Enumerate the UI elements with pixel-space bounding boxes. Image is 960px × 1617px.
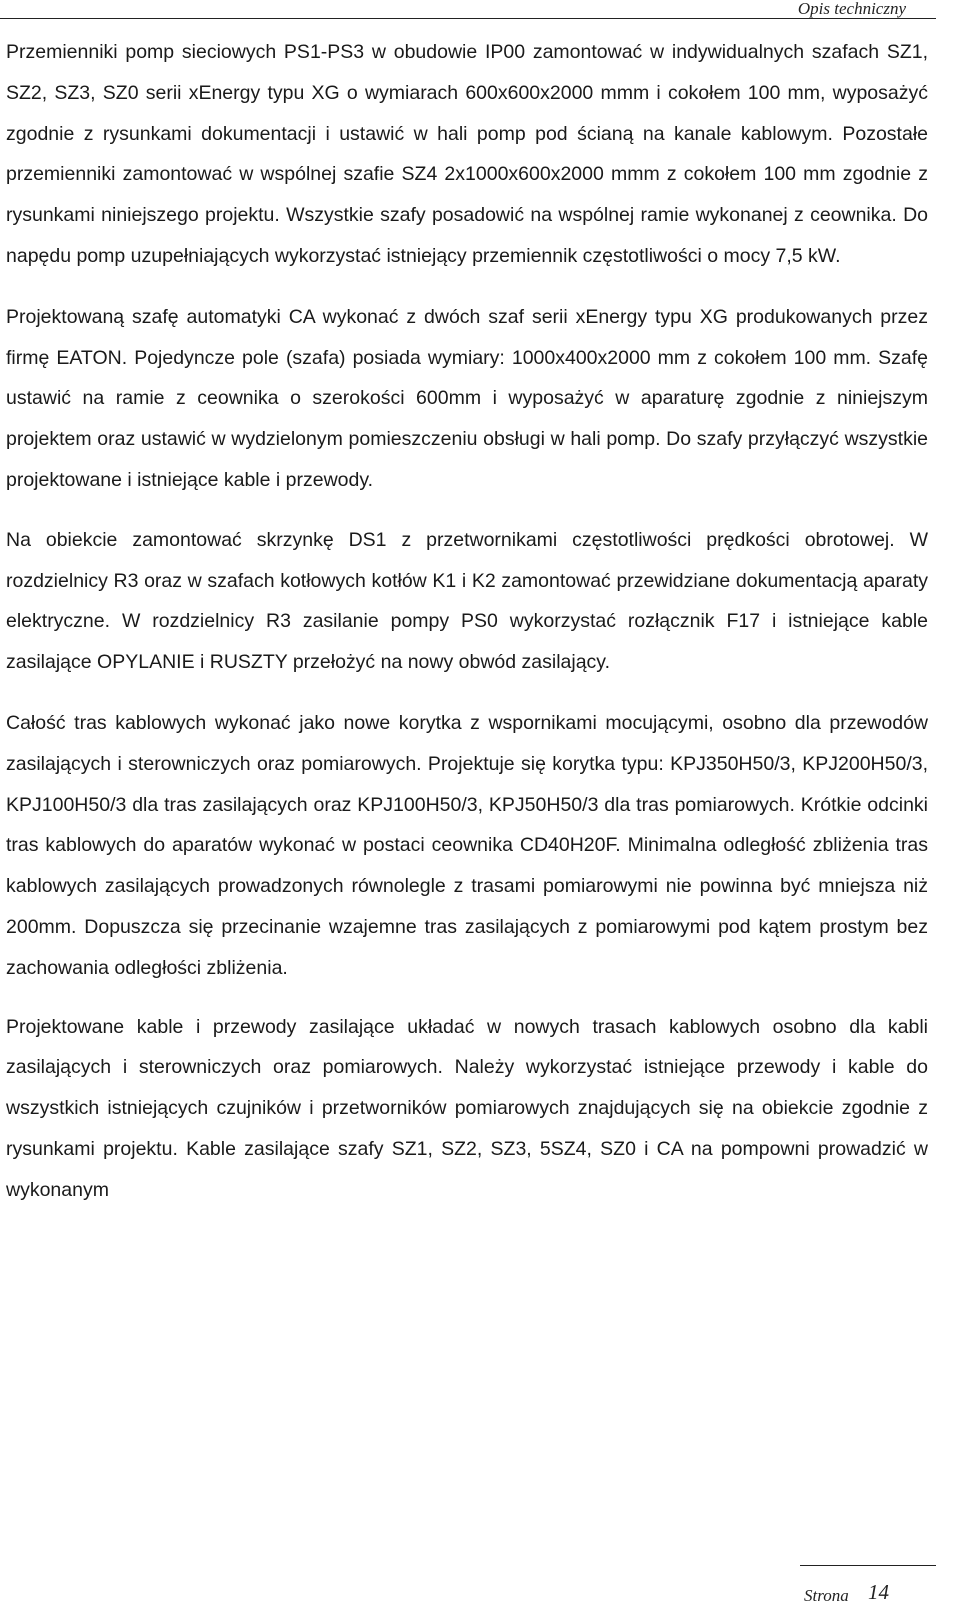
paragraph-inverters: Przemienniki pomp sieciowych PS1-PS3 w obudowie IP00 zamontować w indywidualnych szafach SZ1, SZ2, SZ3, SZ0 serii xEnergy typu XG o wymiarach 600x600x2000 mmm i cokołem 100 mm, wyposażyć zgodnie z rysunkami dokumentacji i ustawić w hali pomp pod ścianą na kanale kablowym. Pozostałe przemienniki zamontować w wspólnej szafie SZ4 2x1000x600x2000 mmm z cokołem 100 mm zgodnie z rysunkami niniejszego projektu. Wszystkie szafy posadowić na wspólnej ramie wykonanej z ceownika. Do napędu pomp uzupełniających wykorzystać istniejący przemiennik częstotliwości o mocy 7,5 kW.: [6, 41, 928, 267]
page-footer: [800, 1565, 936, 1606]
page-header: [0, 0, 936, 19]
document-body: [6, 32, 928, 1211]
paragraph-automation-cabinet: Projektowaną szafę automatyki CA wykonać z dwóch szaf serii xEnergy typu XG produkowanych przez firmę EATON. Pojedyncze pole (szafa) posiada wymiary: 1000x400x2000 mm z cokołem 100 mm. Szafę ustawić na ramie z ceownika o szerokości 600mm i wyposażyć w aparaturę zgodnie z niniejszym projektem oraz ustawić w wydzielonym pomieszczeniu obsługi w hali pomp. Do szafy przyłączyć wszystkie projektowane i istniejące kable i przewody.: [6, 305, 928, 491]
paragraph-cables-wires: Projektowane kable i przewody zasilające układać w nowych trasach kablowych osobno dla kabli zasilających i sterowniczych oraz pomiarowych. Należy wykorzystać istniejące przewody i kable do wszystkich istniejących czujników i przetworników pomiarowych znajdujących się na obiekcie zgodnie z rysunkami projektu. Kable zasilające szafy SZ1, SZ2, SZ3, 5SZ4, SZ0 i CA na pompowni prowadzić w wykonanym: [6, 1015, 928, 1201]
page-label: Strona: [804, 1586, 849, 1605]
paragraph-cable-routes: Całość tras kablowych wykonać jako nowe korytka z wspornikami mocującymi, osobno dla przewodów zasilających i sterowniczych oraz pomiarowych. Projektuje się korytka typu: KPJ350H50/3, KPJ200H50/3, KPJ100H50/3 dla tras zasilających oraz KPJ100H50/3, KPJ50H50/3 dla tras pomiarowych. Krótkie odcinki tras kablowych do aparatów wykonać w postaci ceownika CD40H20F. Minimalna odległość zbliżenia tras kablowych zasilających prowadzonych równolegle z trasami pomiarowymi nie powinna być mniejsza niż 200mm. Dopuszcza się przecinanie wzajemne tras zasilających z pomiarowymi pod kątem prostym bez zachowania odległości zbliżenia.: [6, 711, 928, 979]
page-number: 14: [868, 1580, 889, 1604]
paragraph-ds1-box: Na obiekcie zamontować skrzynkę DS1 z przetwornikami częstotliwości prędkości obrotowej. W rozdzielnicy R3 oraz w szafach kotłowych kotłów K1 i K2 zamontować przewidziane dokumentacją aparaty elektryczne. W rozdzielnicy R3 zasilanie pompy PS0 wykorzystać rozłącznik F17 i istniejące kable zasilające OPYLANIE i RUSZTY przełożyć na nowy obwód zasilający.: [6, 528, 928, 674]
header-title: Opis techniczny: [797, 0, 906, 18]
